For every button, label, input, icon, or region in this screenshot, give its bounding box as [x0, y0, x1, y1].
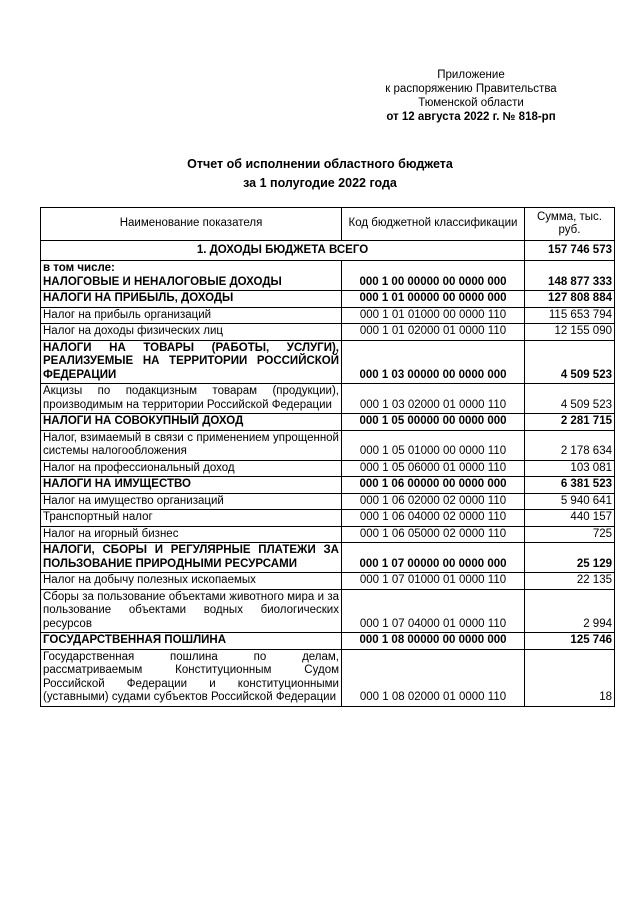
row-code: 000 1 01 00000 00 0000 000 — [342, 291, 525, 308]
row-sum: 6 381 523 — [525, 477, 615, 494]
row-name: Налог на добычу полезных ископаемых — [41, 573, 342, 590]
table-row — [41, 324, 615, 341]
row-name: ГОСУДАРСТВЕННАЯ ПОШЛИНА — [41, 633, 342, 650]
row-name: Налог на профессиональный доход — [41, 460, 342, 477]
header-name: Наименование показателя — [41, 208, 342, 241]
row-name: Налог на доходы физических лиц — [41, 324, 342, 341]
row-code: 000 1 08 02000 01 0000 110 — [342, 649, 525, 706]
row-name: Налог на прибыль организаций — [41, 307, 342, 324]
row-code: 000 1 03 00000 00 0000 000 — [342, 340, 525, 384]
row-sum: 125 746 — [525, 633, 615, 650]
table-row — [41, 649, 615, 706]
row-sum: 2 994 — [525, 589, 615, 633]
row-sum: 725 — [525, 526, 615, 543]
table-row — [41, 573, 615, 590]
row-sum: 440 157 — [525, 510, 615, 527]
table-row — [41, 493, 615, 510]
appendix-line-3: Тюменской области — [418, 97, 524, 109]
row-sum: 148 877 333 — [525, 261, 615, 291]
row-name: НАЛОГИ НА ТОВАРЫ (РАБОТЫ, УСЛУГИ), РЕАЛИЗУЕМЫЕ НА ТЕРРИТОРИИ РОССИЙСКОЙ ФЕДЕРАЦИИ — [41, 340, 342, 384]
row-sum: 103 081 — [525, 460, 615, 477]
table-row — [41, 510, 615, 527]
row-name: Налог на имущество организаций — [41, 493, 342, 510]
report-title-line-2: за 1 полугодие 2022 года — [243, 176, 397, 190]
section-row — [41, 241, 615, 261]
row-name: Налог, взимаемый в связи с применением упрощенной системы налогообложения — [41, 430, 342, 460]
table-row — [41, 633, 615, 650]
table-row — [41, 589, 615, 633]
table-row — [41, 543, 615, 573]
table-header-row — [41, 208, 615, 241]
row-sum: 127 808 884 — [525, 291, 615, 308]
table-row — [41, 477, 615, 494]
table-row — [41, 291, 615, 308]
section-sum: 157 746 573 — [525, 241, 615, 261]
row-sum: 115 653 794 — [525, 307, 615, 324]
table-row — [41, 340, 615, 384]
row-sum: 12 155 090 — [525, 324, 615, 341]
row-code: 000 1 06 05000 02 0000 110 — [342, 526, 525, 543]
row-name: Налог на игорный бизнес — [41, 526, 342, 543]
row-sum: 4 509 523 — [525, 384, 615, 414]
row-name-text: НАЛОГОВЫЕ И НЕНАЛОГОВЫЕ ДОХОДЫ — [43, 275, 282, 288]
table-row — [41, 526, 615, 543]
row-code: 000 1 06 02000 02 0000 110 — [342, 493, 525, 510]
row-sum: 25 129 — [525, 543, 615, 573]
row-code: 000 1 01 01000 00 0000 110 — [342, 307, 525, 324]
row-code: 000 1 05 06000 01 0000 110 — [342, 460, 525, 477]
appendix-line-2: к распоряжению Правительства — [385, 83, 557, 95]
row-code: 000 1 07 00000 00 0000 000 — [342, 543, 525, 573]
header-sum: Сумма, тыс. руб. — [525, 208, 615, 241]
section-name: 1. ДОХОДЫ БЮДЖЕТА ВСЕГО — [41, 241, 525, 261]
header-code: Код бюджетной классификации — [342, 208, 525, 241]
row-sum: 4 509 523 — [525, 340, 615, 384]
row-name: Акцизы по подакцизным товарам (продукции), производимым на территории Российской Федерации — [41, 384, 342, 414]
row-code: 000 1 03 02000 01 0000 110 — [342, 384, 525, 414]
row-code: 000 1 06 00000 00 0000 000 — [342, 477, 525, 494]
row-sum: 2 281 715 — [525, 414, 615, 431]
row-code: 000 1 06 04000 02 0000 110 — [342, 510, 525, 527]
row-name: НАЛОГИ НА СОВОКУПНЫЙ ДОХОД — [41, 414, 342, 431]
budget-table — [40, 207, 615, 707]
row-name: Сборы за пользование объектами животного мира и за пользование объектами водных биологических ресурсов — [41, 589, 342, 633]
table-row — [41, 261, 615, 291]
row-code: 000 1 07 01000 01 0000 110 — [342, 573, 525, 590]
row-code: 000 1 05 01000 00 0000 110 — [342, 430, 525, 460]
appendix-date-number: от 12 августа 2022 г. № 818-рп — [386, 111, 556, 123]
row-code: 000 1 05 00000 00 0000 000 — [342, 414, 525, 431]
row-name: НАЛОГИ НА ИМУЩЕСТВО — [41, 477, 342, 494]
row-code: 000 1 08 00000 00 0000 000 — [342, 633, 525, 650]
report-title — [60, 155, 580, 193]
row-code: 000 1 07 04000 01 0000 110 — [342, 589, 525, 633]
appendix-line-1: Приложение — [437, 69, 505, 81]
row-name — [41, 261, 342, 291]
row-code: 000 1 00 00000 00 0000 000 — [342, 261, 525, 291]
table-row — [41, 307, 615, 324]
table-row — [41, 460, 615, 477]
row-name: Государственная пошлина по делам, рассматриваемым Конституционным Судом Российской Федерации и конституционными (уставными) судами субъектов Российской Федерации — [41, 649, 342, 706]
row-name: НАЛОГИ, СБОРЫ И РЕГУЛЯРНЫЕ ПЛАТЕЖИ ЗА ПОЛЬЗОВАНИЕ ПРИРОДНЫМИ РЕСУРСАМИ — [41, 543, 342, 573]
row-sum: 5 940 641 — [525, 493, 615, 510]
row-sum: 18 — [525, 649, 615, 706]
report-title-line-1: Отчет об исполнении областного бюджета — [187, 157, 453, 171]
appendix-header — [360, 68, 582, 124]
row-name: Транспортный налог — [41, 510, 342, 527]
row-sum: 2 178 634 — [525, 430, 615, 460]
table-row — [41, 414, 615, 431]
table-row — [41, 430, 615, 460]
row-code: 000 1 01 02000 01 0000 110 — [342, 324, 525, 341]
row-sum: 22 135 — [525, 573, 615, 590]
table-row — [41, 384, 615, 414]
row-name-prefix: в том числе: — [43, 262, 115, 274]
row-name: НАЛОГИ НА ПРИБЫЛЬ, ДОХОДЫ — [41, 291, 342, 308]
